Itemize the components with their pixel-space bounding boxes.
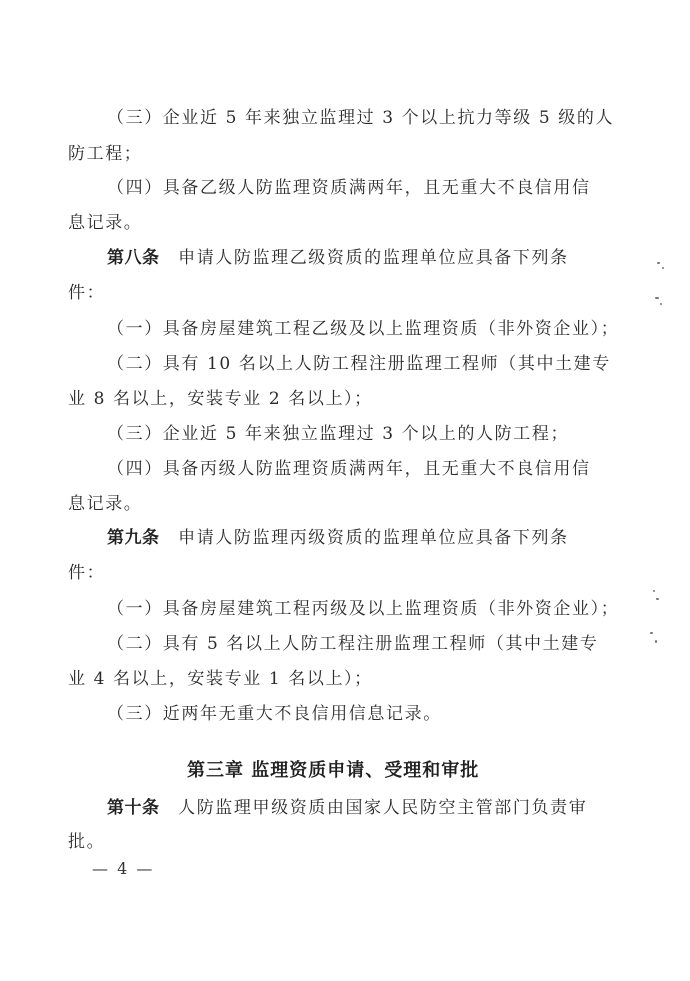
article-10-label: 第十条 [107,798,160,818]
text-line: （四）具备丙级人防监理资质满两年，且无重大不良信用信 [107,459,591,479]
text-line: 件： [68,563,106,583]
page-number: — 4 — [92,859,155,878]
text-line: （一）具备房屋建筑工程乙级及以上监理资质（非外资企业）； [107,319,620,339]
text-line: （三）近两年无重大不良信用信息记录。 [107,704,442,724]
chapter-heading: 第三章 监理资质申请、受理和审批 [187,760,480,781]
article-10-text: 人防监理甲级资质由国家人民防空主管部门负责审 [178,798,588,818]
text-line: （一）具备房屋建筑工程丙级及以上监理资质（非外资企业）； [107,599,620,619]
text-line: 息记录。 [68,494,143,514]
scan-speck [653,590,655,592]
article-9-line [107,527,569,549]
article-9-text: 申请人防监理丙级资质的监理单位应具备下列条 [178,528,569,548]
text-line: 件： [68,283,106,303]
article-8-line [107,247,569,269]
text-line: （二）具有 10 名以上人防工程注册监理工程师（其中土建专 [107,354,611,374]
article-8-label: 第八条 [107,248,160,268]
article-10-line [107,797,587,819]
text-line: （四）具备乙级人防监理资质满两年，且无重大不良信用信 [107,178,591,198]
text-line: 批。 [68,832,106,852]
text-line: 防工程； [68,144,143,164]
scan-speck [655,297,659,299]
scan-speck [662,267,664,269]
scan-speck [657,262,660,264]
scan-speck [656,598,659,600]
scan-speck [650,632,653,634]
scan-speck [655,640,657,643]
text-line: （三）企业近 5 年来独立监理过 3 个以上抗力等级 5 级的人 [107,108,615,128]
article-9-label: 第九条 [107,528,160,548]
text-line: 业 4 名以上，安装专业 1 名以上）； [68,669,373,689]
text-line: （三）企业近 5 年来独立监理过 3 个以上的人防工程； [107,424,570,444]
scan-speck [660,303,662,305]
article-8-text: 申请人防监理乙级资质的监理单位应具备下列条 [178,248,569,268]
text-line: 业 8 名以上，安装专业 2 名以上）； [68,389,373,409]
text-line: （二）具有 5 名以上人防工程注册监理工程师（其中土建专 [107,634,599,654]
text-line: 息记录。 [68,213,143,233]
